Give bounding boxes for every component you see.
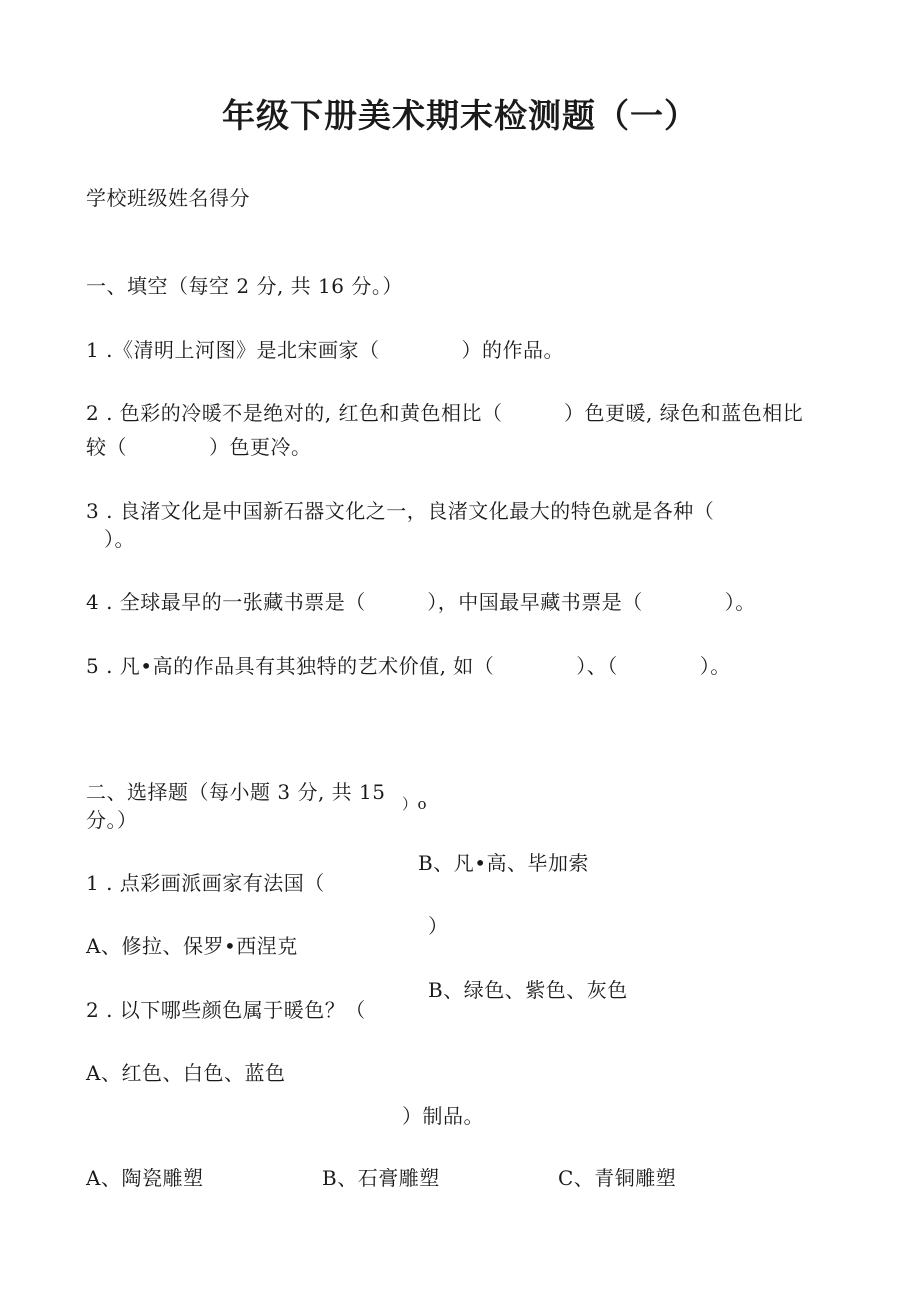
- section2-q1-close: ）: [428, 914, 449, 938]
- section2-q3-option-b: B、石膏雕塑: [322, 1166, 440, 1190]
- student-info-line: 学校班级姓名得分: [86, 186, 250, 210]
- section1-question-2-line1: 2 . 色彩的冷暖不是绝对的, 红色和黄色相比（ ）色更暖, 绿色和蓝色相比: [86, 401, 804, 425]
- section2-heading-line2: 分。）: [86, 808, 138, 832]
- section1-heading: 一、填空（每空 2 分, 共 16 分。）: [86, 274, 403, 298]
- section2-q1-stem: 1 . 点彩画派画家有法国（: [86, 871, 325, 895]
- section2-heading-tail: [402, 790, 427, 816]
- section2-q1-option-a: A、修拉、保罗•西涅克: [86, 934, 298, 958]
- section2-q1-option-b: B、凡•高、毕加索: [418, 851, 589, 875]
- section1-question-4: 4 . 全球最早的一张藏书票是（ ），中国最早藏书票是（ ）。: [86, 590, 756, 614]
- section1-question-1: 1 .《清明上河图》是北宋画家（ ）的作品。: [86, 338, 564, 362]
- page-title: 年级下册美术期末检测题（一）: [222, 96, 698, 135]
- section1-question-5: 5 . 凡•高的作品具有其独特的艺术价值, 如（ ）、（ ）。: [86, 654, 731, 678]
- section1-question-3-line2: ）。: [104, 527, 135, 551]
- section2-q3-tail: ）制品。: [402, 1104, 484, 1128]
- section1-question-2-line2: 较（ ）色更冷。: [86, 435, 312, 459]
- section2-q3-option-a: A、陶瓷雕塑: [86, 1166, 204, 1190]
- section2-q2-stem: 2 . 以下哪些颜色属于暖色？（: [86, 998, 366, 1022]
- section2-q2-option-a: A、红色、白色、蓝色: [86, 1061, 286, 1085]
- section2-q2-option-b: B、绿色、紫色、灰色: [428, 978, 628, 1002]
- section2-heading-line1: 二、选择题（每小题 3 分, 共 15: [86, 780, 386, 804]
- section1-question-3-line1: 3 . 良渚文化是中国新石器文化之一，良渚文化最大的特色就是各种（: [86, 499, 715, 523]
- section2-q3-option-c: C、青铜雕塑: [558, 1166, 677, 1190]
- section2-heading-tail-text: ）o: [402, 795, 428, 813]
